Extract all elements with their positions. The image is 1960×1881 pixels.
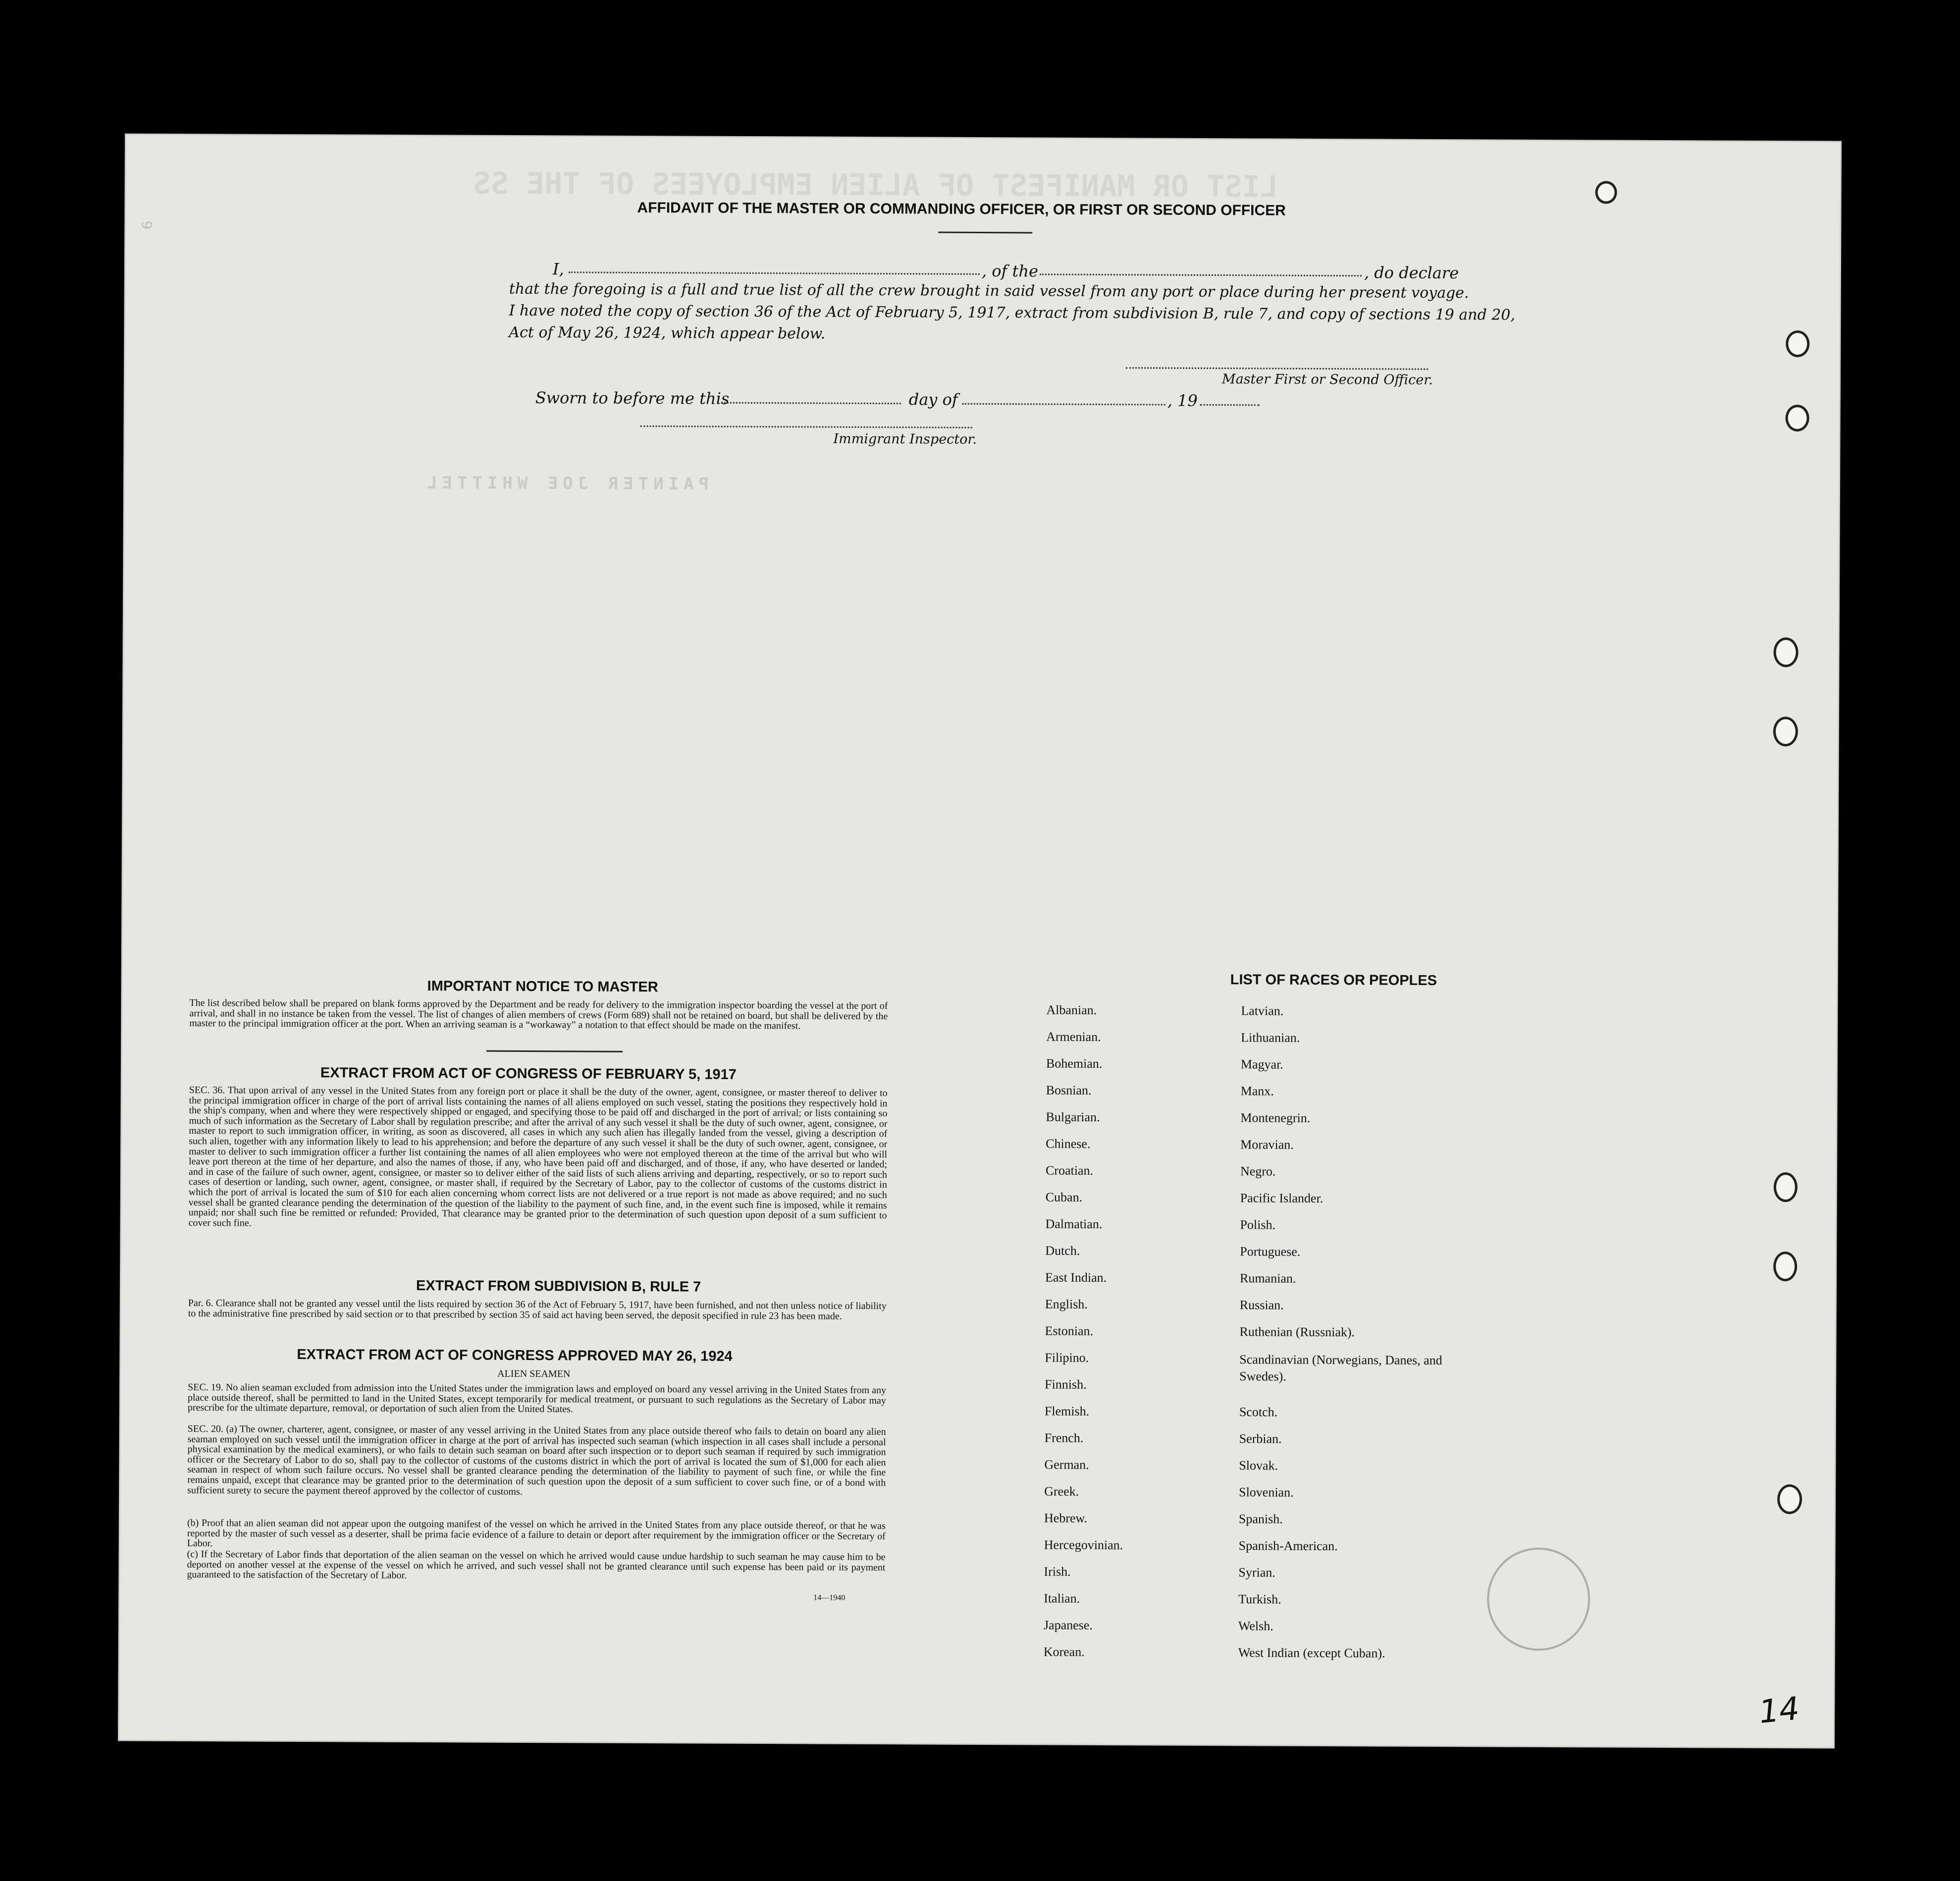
race-right: Spanish-American. [1238, 1538, 1338, 1554]
race-right: Latvian. [1241, 1003, 1284, 1018]
punch-hole [1595, 181, 1617, 204]
race-right: Slovak. [1239, 1458, 1278, 1473]
affidavit-line-3: Act of May 26, 1924, which appear below. [509, 323, 826, 343]
race-left: Armenian. [1046, 1029, 1101, 1045]
race-left: Filipino. [1045, 1350, 1089, 1365]
race-right: Syrian. [1238, 1565, 1275, 1580]
race-right: Portuguese. [1240, 1244, 1301, 1259]
race-right: Serbian. [1239, 1431, 1282, 1446]
master-signature-line[interactable] [1126, 367, 1428, 370]
notice-rule [486, 1050, 623, 1052]
race-right: Magyar. [1240, 1057, 1283, 1072]
race-right: West Indian (except Cuban). [1238, 1645, 1385, 1661]
race-left: Italian. [1044, 1591, 1080, 1606]
inspector-signature-line[interactable] [640, 425, 972, 428]
bleed-through-text: LIST OR MANIFEST OF ALIEN EMPLOYEES OF THE SS [473, 166, 1278, 205]
form-number: 14—1940 [813, 1593, 846, 1602]
extract-1917-title: EXTRACT FROM ACT OF CONGRESS OF FEBRUARY 5, 1917 [320, 1065, 737, 1083]
race-right: Pacific Islander. [1240, 1191, 1324, 1206]
punch-hole [1777, 1484, 1802, 1514]
vessel-field[interactable] [1040, 274, 1362, 277]
extract-1924-sec20b: (b) Proof that an alien seaman did not appear upon the outgoing manifest of the vessel on which he arrived in the United States from any place outside thereof, or that he was reported by the master of such vessel as a deserter, shall be prima facie evidence of a failure to detain or deport after requirement by the immigration officer or the Secretary of Labor. [187, 1517, 886, 1549]
document-page [119, 135, 1840, 1747]
punch-hole [1773, 637, 1798, 667]
faded-stamp [1487, 1547, 1590, 1651]
margin-mark: 6 [139, 220, 156, 230]
race-right: Montenegrin. [1240, 1110, 1311, 1125]
inspector-label: Immigrant Inspector. [833, 431, 977, 447]
race-left: Hercegovinian. [1044, 1537, 1123, 1553]
notice-title: IMPORTANT NOTICE TO MASTER [427, 978, 658, 995]
race-left: Korean. [1043, 1644, 1085, 1659]
sworn-year-field[interactable] [1200, 404, 1260, 406]
race-left: Croatian. [1045, 1163, 1094, 1178]
race-right: Scotch. [1239, 1405, 1278, 1419]
bleed-through-text: PAINTER JOE WHITTEL [422, 473, 709, 494]
extract-1924-subtitle: ALIEN SEAMEN [497, 1368, 571, 1380]
race-left: Estonian. [1045, 1323, 1094, 1339]
race-left: Bosnian. [1046, 1083, 1092, 1097]
race-left: Bulgarian. [1046, 1109, 1100, 1125]
race-right: Russian. [1239, 1298, 1284, 1312]
race-left: French. [1044, 1430, 1084, 1445]
race-right: Manx. [1240, 1084, 1274, 1098]
race-left: Irish. [1044, 1564, 1071, 1579]
affidavit-title-rule [938, 232, 1032, 234]
race-right: Welsh. [1238, 1619, 1273, 1633]
race-right: Slovenian. [1239, 1485, 1294, 1500]
race-left: Greek. [1044, 1484, 1079, 1499]
race-left: East Indian. [1045, 1270, 1107, 1285]
sworn-day-field[interactable] [718, 402, 901, 405]
affidavit-do-declare: , do declare [1364, 263, 1459, 283]
race-left: Dutch. [1045, 1243, 1080, 1258]
race-right: Lithuanian. [1241, 1030, 1300, 1045]
notice-text: The list described below shall be prepared on blank forms approved by the Department and be ready for delivery to the immigration inspector boarding the vessel at the port of arrival, and shall in no instance be taken from the vessel. The list of changes of alien members of crews (Form 689) shall not be retained on board, but shall be delivered by the master to the principal immigration officer at the port. When an arriving seaman is a “workaway” a notation to that effect should be made on the manifest. [189, 997, 888, 1032]
race-left: Hebrew. [1044, 1511, 1088, 1525]
race-right: Turkish. [1238, 1592, 1281, 1607]
extract-1924-sec19: SEC. 19. No alien seaman excluded from admission into the United States under the immigration laws and employed on board any vessel arriving in the United States from any place outside thereof, shall be permitted to land in the United States, except temporarily for medical treatment, or pursuant to such regulations as the Secretary of Labor may prescribe for the ultimate departure, removal, or deportation of such alien from the United States. [187, 1382, 887, 1415]
master-signature-label: Master First or Second Officer. [1221, 371, 1433, 388]
race-left: English. [1045, 1297, 1088, 1311]
races-title: LIST OF RACES OR PEOPLES [1230, 972, 1437, 989]
race-right: Scandinavian (Norwegians, Danes, and Swedes). [1239, 1352, 1442, 1384]
race-left: Cuban. [1045, 1190, 1083, 1204]
punch-hole [1786, 330, 1809, 357]
affidavit-title: AFFIDAVIT OF THE MASTER OR COMMANDING OFFICER, OR FIRST OR SECOND OFFICER [637, 199, 1286, 219]
race-right: Polish. [1240, 1217, 1276, 1232]
extract-1924-sec20c: (c) If the Secretary of Labor finds that deportation of the alien seaman on the vessel on which he arrived would cause undue hardship to such seaman he may cause him to be deported on another vessel at the expense of the vessel on which he arrived, and such vessel shall not be granted clearance until such expense has been paid or its payment guaranteed to the satisfaction of the Secretary of Labor. [187, 1549, 886, 1581]
race-right: Negro. [1240, 1164, 1276, 1179]
race-right: Moravian. [1240, 1137, 1294, 1152]
page-number-handwritten: 14 [1757, 1690, 1801, 1731]
punch-hole [1773, 1252, 1797, 1281]
race-right: Ruthenian (Russniak). [1239, 1324, 1355, 1340]
race-left: Finnish. [1045, 1377, 1087, 1392]
extract-1917-text: SEC. 36. That upon arrival of any vessel in the United States from any foreign port or place it shall be the duty of the owner, agent, consignee, or master thereof to deliver to the principal immigration officer in charge of the port of arrival lists containing the names of all aliens employed on such vessel, stating the positions they respectively hold in the ship's company, when and where they were respectively shipped or engaged, and specifying those to be paid off and discharged in the port of arrival; or lists containing so much of such information as the Secretary of Labor shall by regulation prescribe; and after the arrival of any such vessel it shall be the duty of such owner, agent, consignee, or master to report to such immigration officer, in writing, as soon as discovered, all cases in which any such alien has illegally landed from the vessel, giving a description of such alien, together with any information likely to lead to his apprehension; and before the departure of any such vessel it shall be the duty of such owner, agent, consignee, or master to deliver to such immigration officer a further list containing the names of all alien employees who were not employed thereon at the time of the arrival but who will leave port thereon at the time of her departure, and also the names of those, if any, who have been paid off and discharged, and of those, if any, who have deserted or landed; and in case of the failure of such owner, agent, consignee, or master so to deliver either of the said lists of such aliens arriving and departing, respectively, or so to report such cases of desertion or landing, such owner, agent, consignee, or master shall, if required by the Secretary of Labor, pay to the collector of customs of the customs district in which the port of arrival is located the sum of $10 for each alien concerning whom correct lists are not delivered or a true report is not made as above required; and no such vessel shall be granted clearance pending the determination of the question of the liability to the payment of such fine, and, in the event such fine is imposed, while it remains unpaid; nor shall such fine be remitted or refunded: Provided, That clearance may be granted prior to the determination of such question upon deposit of a sum sufficient to cover such fine. [188, 1085, 888, 1229]
year-label: , 19 [1167, 391, 1198, 410]
sworn-label: Sworn to before me this [535, 388, 730, 408]
punch-hole [1774, 1172, 1798, 1202]
affidavit-line-1: that the foregoing is a full and true list of all the crew brought in said vessel from any port or place during her present voyage. [509, 280, 1469, 302]
race-left: Dalmatian. [1045, 1216, 1103, 1232]
rule7-text: Par. 6. Clearance shall not be granted any vessel until the lists required by section 36 of the Act of February 5, 1917, have been furnished, and not then unless notice of liability to the administrative fine prescribed by said section or to that prescribed by section 35 of said act having been served, the deposit specified in rule 23 has been made. [188, 1298, 887, 1322]
extract-1924-title: EXTRACT FROM ACT OF CONGRESS APPROVED MAY 26, 1924 [297, 1346, 733, 1364]
declarant-name-field[interactable] [569, 271, 980, 275]
affidavit-i-label: I, [552, 260, 564, 279]
rule7-title: EXTRACT FROM SUBDIVISION B, RULE 7 [416, 1278, 701, 1295]
affidavit-of-the-label: , of the [981, 261, 1039, 281]
punch-hole [1773, 717, 1798, 746]
race-left: Chinese. [1046, 1136, 1091, 1151]
race-right: Rumanian. [1239, 1271, 1296, 1286]
extract-1924-sec20a: SEC. 20. (a) The owner, charterer, agent, consignee, or master of any vessel arriving in the United States from any place outside thereof who fails to detain on board any alien seaman employed on such vessel until the immigration officer in charge at the port of arrival has inspected such seaman (which inspection in all cases shall include a personal physical examination by the medical examiners), or who fails to detain such seaman on board after such inspection or to deport such seaman if required by such immigration officer or the Secretary of Labor to do so, shall pay to the collector of customs of the customs district in which the port of arrival is located the sum of $1,000 for each alien seaman in respect of whom such failure occurs. No vessel shall be granted clearance pending the determination of the liability to payment of such fine, or while the fine remains unpaid, except that clearance may be granted prior to the determination of such question upon the deposit of a sum sufficient to cover such fine, or of a bond with sufficient surety to secure the payment thereof approved by the collector of customs. [187, 1423, 886, 1497]
race-left: Flemish. [1044, 1404, 1090, 1418]
race-right: Spanish. [1238, 1512, 1283, 1526]
race-left: Japanese. [1043, 1618, 1093, 1633]
day-of-label: day of [908, 390, 958, 409]
race-left: German. [1044, 1457, 1089, 1472]
punch-hole [1786, 405, 1809, 431]
sworn-month-field[interactable] [962, 403, 1165, 406]
race-left: Bohemian. [1046, 1056, 1103, 1071]
race-left: Albanian. [1046, 1002, 1097, 1018]
affidavit-line-2: I have noted the copy of section 36 of the Act of February 5, 1917, extract from subdivision B, rule 7, and copy of sections 19 and 20, [509, 302, 1516, 324]
